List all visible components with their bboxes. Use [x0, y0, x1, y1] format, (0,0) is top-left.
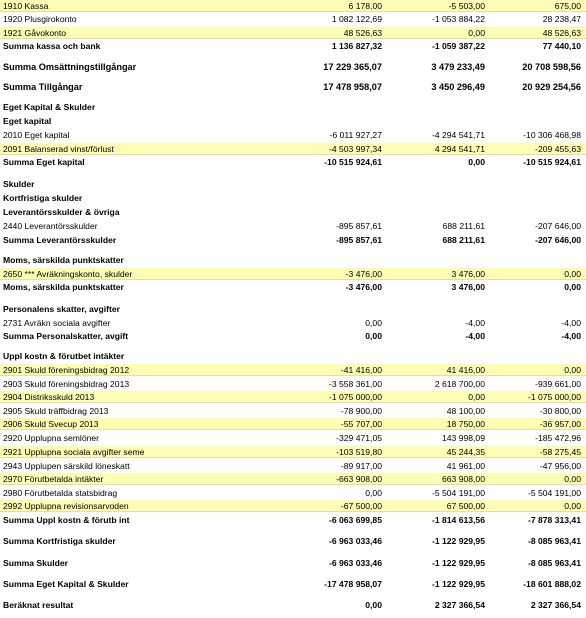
row-label: Beräknat resultat [3, 600, 74, 610]
account-row [0, 268, 586, 280]
row-label: 2731 Avräkn sociala avgifter [3, 318, 111, 328]
period-change-value: 3 450 296,49 [431, 82, 485, 92]
closing-balance-value: 0,00 [564, 365, 581, 375]
opening-balance-value: 1 136 827,32 [331, 41, 382, 51]
account-row [0, 0, 586, 12]
summary-row [0, 156, 586, 168]
closing-balance-value: -4,00 [561, 331, 581, 341]
period-change-value: 0,00 [468, 157, 485, 167]
closing-balance-value: 0,00 [564, 269, 581, 279]
period-change-value: 41 961,00 [446, 461, 485, 471]
closing-balance-value: -58 275,45 [539, 447, 581, 457]
opening-balance-value: -17 478 958,07 [324, 579, 382, 589]
account-row [0, 364, 586, 376]
period-change-value: -4,00 [465, 331, 485, 341]
opening-balance-value: 0,00 [365, 600, 382, 610]
opening-balance-value: -41 416,00 [340, 365, 382, 375]
row-label: 2921 Upplupna sociala avgifter seme [3, 447, 145, 457]
period-change-value: -1 059 387,22 [431, 41, 485, 51]
period-change-value: 688 211,61 [442, 235, 485, 245]
summary-row [0, 281, 586, 293]
opening-balance-value: 48 526,63 [343, 28, 382, 38]
opening-balance-value: -6 963 033,46 [328, 558, 382, 568]
opening-balance-value: -1 075 000,00 [328, 392, 382, 402]
opening-balance-value: -6 063 699,85 [328, 515, 382, 525]
row-label: 2992 Upplupna revisionsarvoden [3, 501, 129, 511]
row-label: Leverantörsskulder & övriga [3, 207, 120, 217]
opening-balance-value: -55 707,00 [340, 419, 382, 429]
row-label: 2970 Förutbetalda intäkter [3, 474, 104, 484]
opening-balance-value: 0,00 [365, 488, 382, 498]
period-change-value: -1 122 929,95 [431, 558, 485, 568]
row-label: Summa Omsättningstillgångar [3, 62, 137, 72]
closing-balance-value: 0,00 [564, 501, 581, 511]
account-row [0, 473, 586, 485]
closing-balance-value: -5 504 191,00 [527, 488, 581, 498]
row-label: Summa Eget Kapital & Skulder [3, 579, 129, 589]
opening-balance-value: 17 478 958,07 [323, 82, 382, 92]
row-label: 1920 Plusgirokonto [3, 14, 77, 24]
opening-balance-value: -895 857,61 [336, 221, 382, 231]
opening-balance-value: -103 519,80 [336, 447, 382, 457]
account-row [0, 446, 586, 458]
closing-balance-value: -939 661,00 [535, 379, 581, 389]
opening-balance-value: -67 500,00 [340, 501, 382, 511]
closing-balance-value: 20 929 254,56 [522, 82, 581, 92]
period-change-value: 45 244,35 [446, 447, 485, 457]
summary-row [0, 254, 586, 266]
summary-row [0, 81, 586, 93]
closing-balance-value: -4,00 [561, 318, 581, 328]
account-row [0, 13, 586, 25]
period-change-value: 2 327 366,54 [434, 600, 485, 610]
opening-balance-value: -663 908,00 [336, 474, 382, 484]
closing-balance-value: -207 646,00 [535, 235, 581, 245]
period-change-value: -5 504 191,00 [431, 488, 485, 498]
summary-row [0, 557, 586, 569]
row-label: 1910 Kassa [3, 1, 49, 11]
opening-balance-value: -78 900,00 [340, 406, 382, 416]
row-label: 2440 Leverantörsskulder [3, 221, 98, 231]
row-label: 2920 Upplupna semlöner [3, 433, 100, 443]
period-change-value: -1 814 613,56 [431, 515, 485, 525]
period-change-value: 67 500,00 [446, 501, 485, 511]
closing-balance-value: 0,00 [564, 474, 581, 484]
summary-row [0, 206, 586, 218]
opening-balance-value: -4 503 997,34 [328, 144, 382, 154]
summary-row [0, 192, 586, 204]
period-change-value: 41 416,00 [446, 365, 485, 375]
row-label: Skulder [3, 179, 35, 189]
period-change-value: -5 503,00 [448, 1, 485, 11]
opening-balance-value: -6 963 033,46 [328, 536, 382, 546]
summary-row [0, 178, 586, 190]
row-label: Personalens skatter, avgifter [3, 304, 121, 314]
period-change-value: -4 294 541,71 [431, 130, 485, 140]
closing-balance-value: -7 878 313,41 [527, 515, 581, 525]
closing-balance-value: 48 526,63 [542, 28, 581, 38]
closing-balance-value: 0,00 [564, 282, 581, 292]
summary-row [0, 303, 586, 315]
row-label: 2904 Distriksskuld 2013 [3, 392, 95, 402]
account-row [0, 220, 586, 232]
account-row [0, 418, 586, 430]
row-label: 2650 *** Avräkningskonto, skulder [3, 269, 133, 279]
closing-balance-value: -8 085 963,41 [527, 536, 581, 546]
row-label: 2905 Skuld träffbidrag 2013 [3, 406, 109, 416]
account-row [0, 487, 586, 499]
row-label: 2943 Upplupen särskild löneskatt [3, 461, 130, 471]
period-change-value: 0,00 [468, 28, 485, 38]
opening-balance-value: -3 476,00 [345, 282, 382, 292]
account-row [0, 432, 586, 444]
period-change-value: 4 294 541,71 [434, 144, 485, 154]
row-label: Summa Skulder [3, 558, 68, 568]
closing-balance-value: -207 646,00 [535, 221, 581, 231]
row-label: Summa kassa och bank [3, 41, 101, 51]
row-label: Summa Eget kapital [3, 157, 85, 167]
closing-balance-value: 675,00 [554, 1, 581, 11]
summary-row [0, 350, 586, 362]
period-change-value: 18 750,00 [446, 419, 485, 429]
row-label: 2906 Skuld Svecup 2013 [3, 419, 99, 429]
account-row [0, 317, 586, 329]
row-label: Summa Kortfristiga skulder [3, 536, 116, 546]
account-row [0, 500, 586, 512]
opening-balance-value: -3 558 361,00 [328, 379, 382, 389]
account-row [0, 460, 586, 472]
closing-balance-value: -10 306 468,98 [523, 130, 581, 140]
closing-balance-value: -30 800,00 [539, 406, 581, 416]
period-change-value: -1 122 929,95 [431, 536, 485, 546]
period-change-value: 3 479 233,49 [431, 62, 485, 72]
row-label: Moms, särskilda punktskatter [3, 282, 124, 292]
account-row [0, 405, 586, 417]
period-change-value: 3 476,00 [451, 269, 485, 279]
row-label: Eget Kapital & Skulder [3, 102, 96, 112]
opening-balance-value: -6 011 927,27 [329, 130, 382, 140]
row-label: 2980 Förutbetalda statsbidrag [3, 488, 118, 498]
row-label: Moms, särskilda punktskatter [3, 255, 124, 265]
account-row [0, 391, 586, 403]
closing-balance-value: -185 472,96 [535, 433, 581, 443]
opening-balance-value: 1 082 122,69 [331, 14, 382, 24]
period-change-value: 688 211,61 [442, 221, 485, 231]
period-change-value: 3 476,00 [451, 282, 485, 292]
row-label: Summa Leverantörsskulder [3, 235, 117, 245]
period-change-value: -1 053 884,22 [431, 14, 485, 24]
opening-balance-value: 0,00 [365, 331, 382, 341]
period-change-value: 0,00 [468, 392, 485, 402]
row-label: Summa Tillgångar [3, 82, 83, 92]
opening-balance-value: -10 515 924,61 [324, 157, 382, 167]
opening-balance-value: 17 229 365,07 [323, 62, 382, 72]
closing-balance-value: 77 440,10 [542, 41, 581, 51]
row-label: Uppl kostn & förutbet intäkter [3, 351, 125, 361]
opening-balance-value: -89 917,00 [340, 461, 382, 471]
row-label: 2091 Balanserad vinst/förlust [3, 144, 114, 154]
closing-balance-value: -18 601 888,02 [523, 579, 581, 589]
row-label: 2010 Eget kapital [3, 130, 70, 140]
summary-row [0, 599, 586, 611]
period-change-value: -4,00 [465, 318, 485, 328]
closing-balance-value: -36 957,00 [539, 419, 581, 429]
opening-balance-value: 6 178,00 [348, 1, 382, 11]
closing-balance-value: -1 075 000,00 [527, 392, 581, 402]
closing-balance-value: -47 956,00 [539, 461, 581, 471]
opening-balance-value: -329 471,05 [336, 433, 382, 443]
account-row [0, 378, 586, 390]
closing-balance-value: -209 455,63 [535, 144, 581, 154]
summary-row [0, 330, 586, 342]
account-row [0, 27, 586, 39]
closing-balance-value: 20 708 598,56 [522, 62, 581, 72]
row-label: Eget kapital [3, 116, 52, 126]
summary-row [0, 115, 586, 127]
summary-row [0, 535, 586, 547]
period-change-value: -1 122 929,95 [431, 579, 485, 589]
summary-row [0, 234, 586, 246]
row-label: Summa Uppl kostn & förutb int [3, 515, 130, 525]
summary-row [0, 578, 586, 590]
row-label: 2901 Skuld föreningsbidrag 2012 [3, 365, 130, 375]
period-change-value: 48 100,00 [446, 406, 485, 416]
row-label: 2903 Skuld föreningsbidrag 2013 [3, 379, 130, 389]
closing-balance-value: 28 238,47 [542, 14, 581, 24]
summary-row [0, 101, 586, 113]
opening-balance-value: 0,00 [365, 318, 382, 328]
summary-row [0, 61, 586, 73]
period-change-value: 143 998,09 [441, 433, 485, 443]
summary-row [0, 40, 586, 52]
row-label: 1921 Gåvokonto [3, 28, 67, 38]
row-label: Summa Personalskatter, avgift [3, 331, 129, 341]
closing-balance-value: -10 515 924,61 [523, 157, 581, 167]
opening-balance-value: -895 857,61 [336, 235, 382, 245]
summary-row [0, 514, 586, 526]
period-change-value: 2 618 700,00 [434, 379, 485, 389]
closing-balance-value: 2 327 366,54 [530, 600, 581, 610]
account-row [0, 143, 586, 155]
period-change-value: 663 908,00 [441, 474, 485, 484]
account-row [0, 129, 586, 141]
closing-balance-value: -8 085 963,41 [527, 558, 581, 568]
row-label: Kortfristiga skulder [3, 193, 83, 203]
opening-balance-value: -3 476,00 [345, 269, 382, 279]
